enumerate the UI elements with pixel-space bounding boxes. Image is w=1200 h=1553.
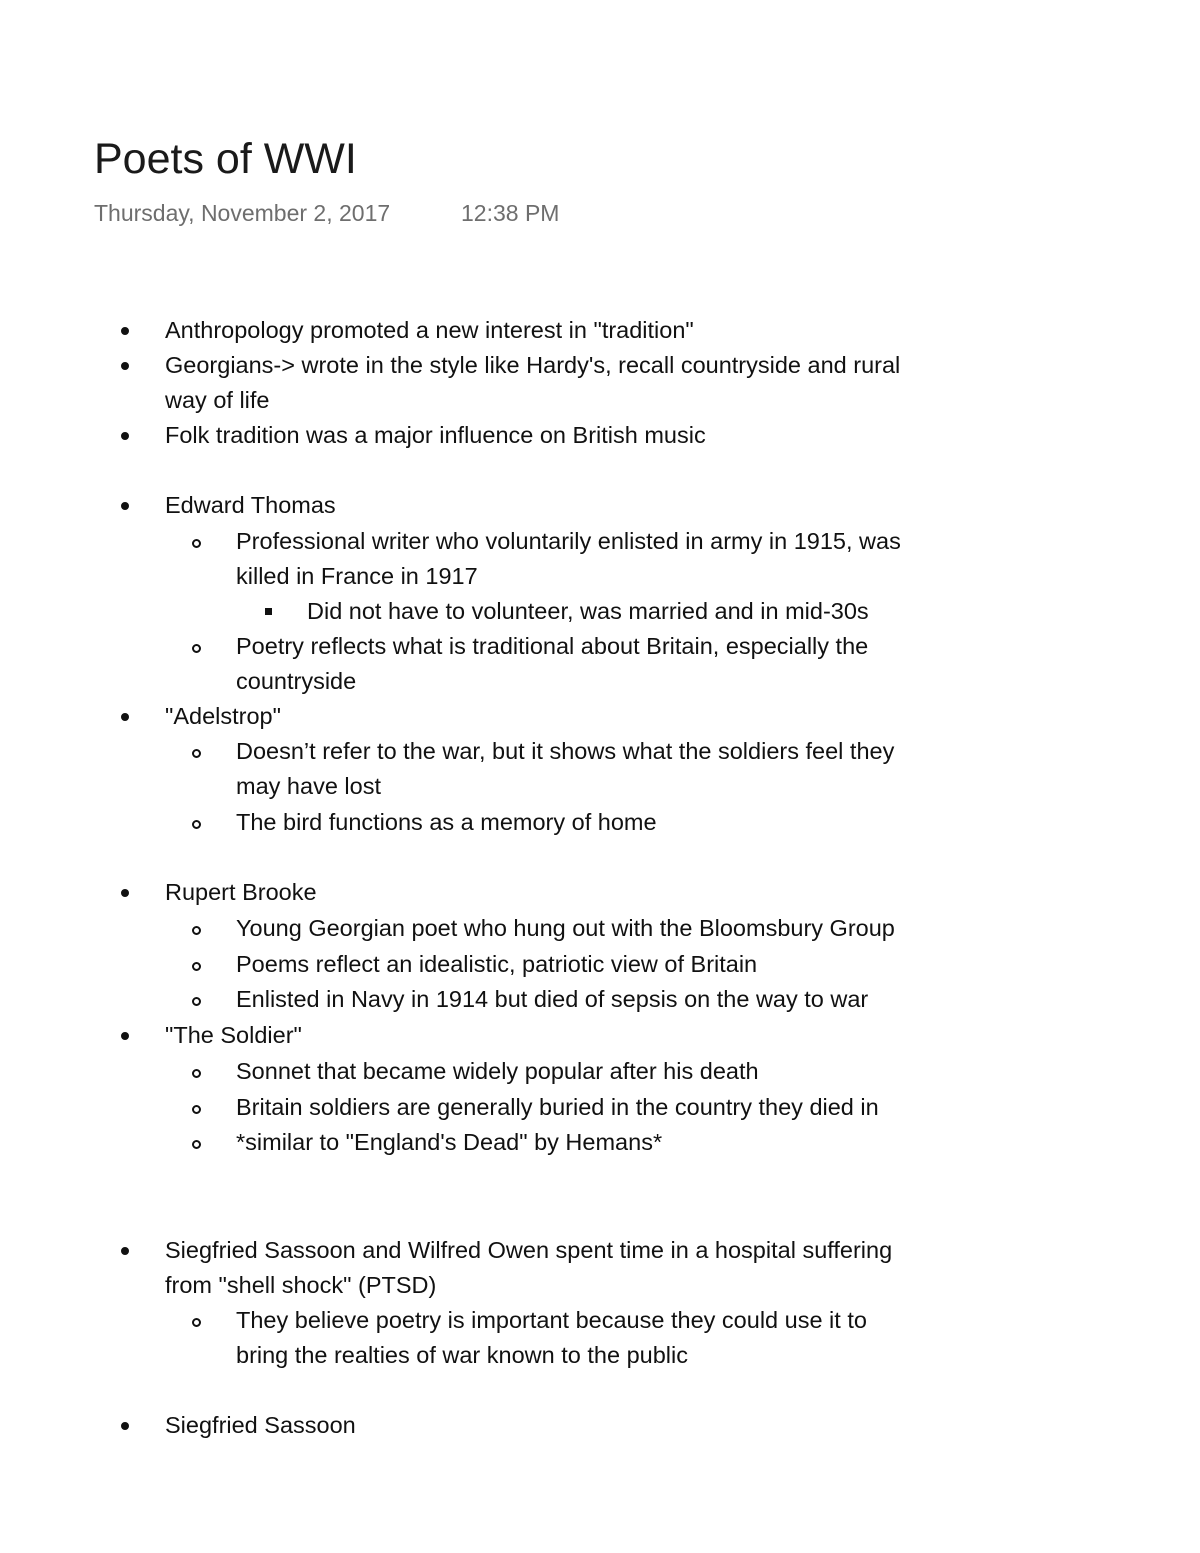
list-item: "The Soldier" xyxy=(165,1022,302,1048)
bullet-dot xyxy=(121,502,129,510)
sub-list-item: Sonnet that became widely popular after his death xyxy=(236,1058,759,1084)
bullet-dot xyxy=(121,1032,129,1040)
list-item-continuation: from "shell shock" (PTSD) xyxy=(165,1272,437,1298)
sub-list-item: *similar to "England's Dead" by Hemans* xyxy=(236,1129,663,1155)
sub-list-item: Britain soldiers are generally buried in the country they died in xyxy=(236,1094,879,1120)
sub-list-item: They believe poetry is important because they could use it to xyxy=(236,1307,867,1333)
bullet-dot xyxy=(121,362,129,370)
sub-list-item: Professional writer who voluntarily enlisted in army in 1915, was xyxy=(236,528,901,554)
sub-list-item: Doesn’t refer to the war, but it shows what the soldiers feel they xyxy=(236,738,895,764)
bullet-circle xyxy=(192,926,201,935)
bullet-dot xyxy=(121,327,129,335)
sub-list-item-continuation: bring the realties of war known to the public xyxy=(236,1342,688,1368)
list-item-continuation: way of life xyxy=(165,387,270,413)
bullet-circle xyxy=(192,1105,201,1114)
sub-sub-list-item: Did not have to volunteer, was married and in mid-30s xyxy=(307,598,869,624)
sub-list-item: Young Georgian poet who hung out with the Bloomsbury Group xyxy=(236,915,895,941)
list-item: Siegfried Sassoon xyxy=(165,1412,356,1438)
bullet-circle xyxy=(192,997,201,1006)
sub-list-item: Poems reflect an idealistic, patriotic view of Britain xyxy=(236,951,758,977)
bullet-dot xyxy=(121,713,129,721)
bullet-dot xyxy=(121,889,129,897)
list-item: Siegfried Sassoon and Wilfred Owen spent time in a hospital suffering xyxy=(165,1237,893,1263)
sub-list-item-continuation: killed in France in 1917 xyxy=(236,563,478,589)
note-date: Thursday, November 2, 2017 xyxy=(94,200,391,226)
list-item: Folk tradition was a major influence on British music xyxy=(165,422,706,448)
bullet-dot xyxy=(121,432,129,440)
list-item: Anthropology promoted a new interest in "tradition" xyxy=(165,317,694,343)
bullet-square xyxy=(265,608,272,615)
bullet-circle xyxy=(192,1140,201,1149)
bullet-dot xyxy=(121,1422,129,1430)
bullet-circle xyxy=(192,1069,201,1078)
list-item: Edward Thomas xyxy=(165,492,336,518)
list-item: Georgians-> wrote in the style like Hardy's, recall countryside and rural xyxy=(165,352,901,378)
bullet-circle xyxy=(192,1318,201,1327)
bullet-circle xyxy=(192,749,201,758)
sub-list-item-continuation: countryside xyxy=(236,668,357,694)
page-title: Poets of WWI xyxy=(94,135,357,183)
note-time: 12:38 PM xyxy=(461,200,560,226)
sub-list-item: Enlisted in Navy in 1914 but died of sepsis on the way to war xyxy=(236,986,869,1012)
list-item: "Adelstrop" xyxy=(165,703,281,729)
bullet-circle xyxy=(192,539,201,548)
bullet-circle xyxy=(192,820,201,829)
list-item: Rupert Brooke xyxy=(165,879,317,905)
bullet-dot xyxy=(121,1247,129,1255)
sub-list-item-continuation: may have lost xyxy=(236,773,381,799)
bullet-circle xyxy=(192,962,201,971)
sub-list-item: Poetry reflects what is traditional about Britain, especially the xyxy=(236,633,869,659)
sub-list-item: The bird functions as a memory of home xyxy=(236,809,657,835)
bullet-circle xyxy=(192,644,201,653)
